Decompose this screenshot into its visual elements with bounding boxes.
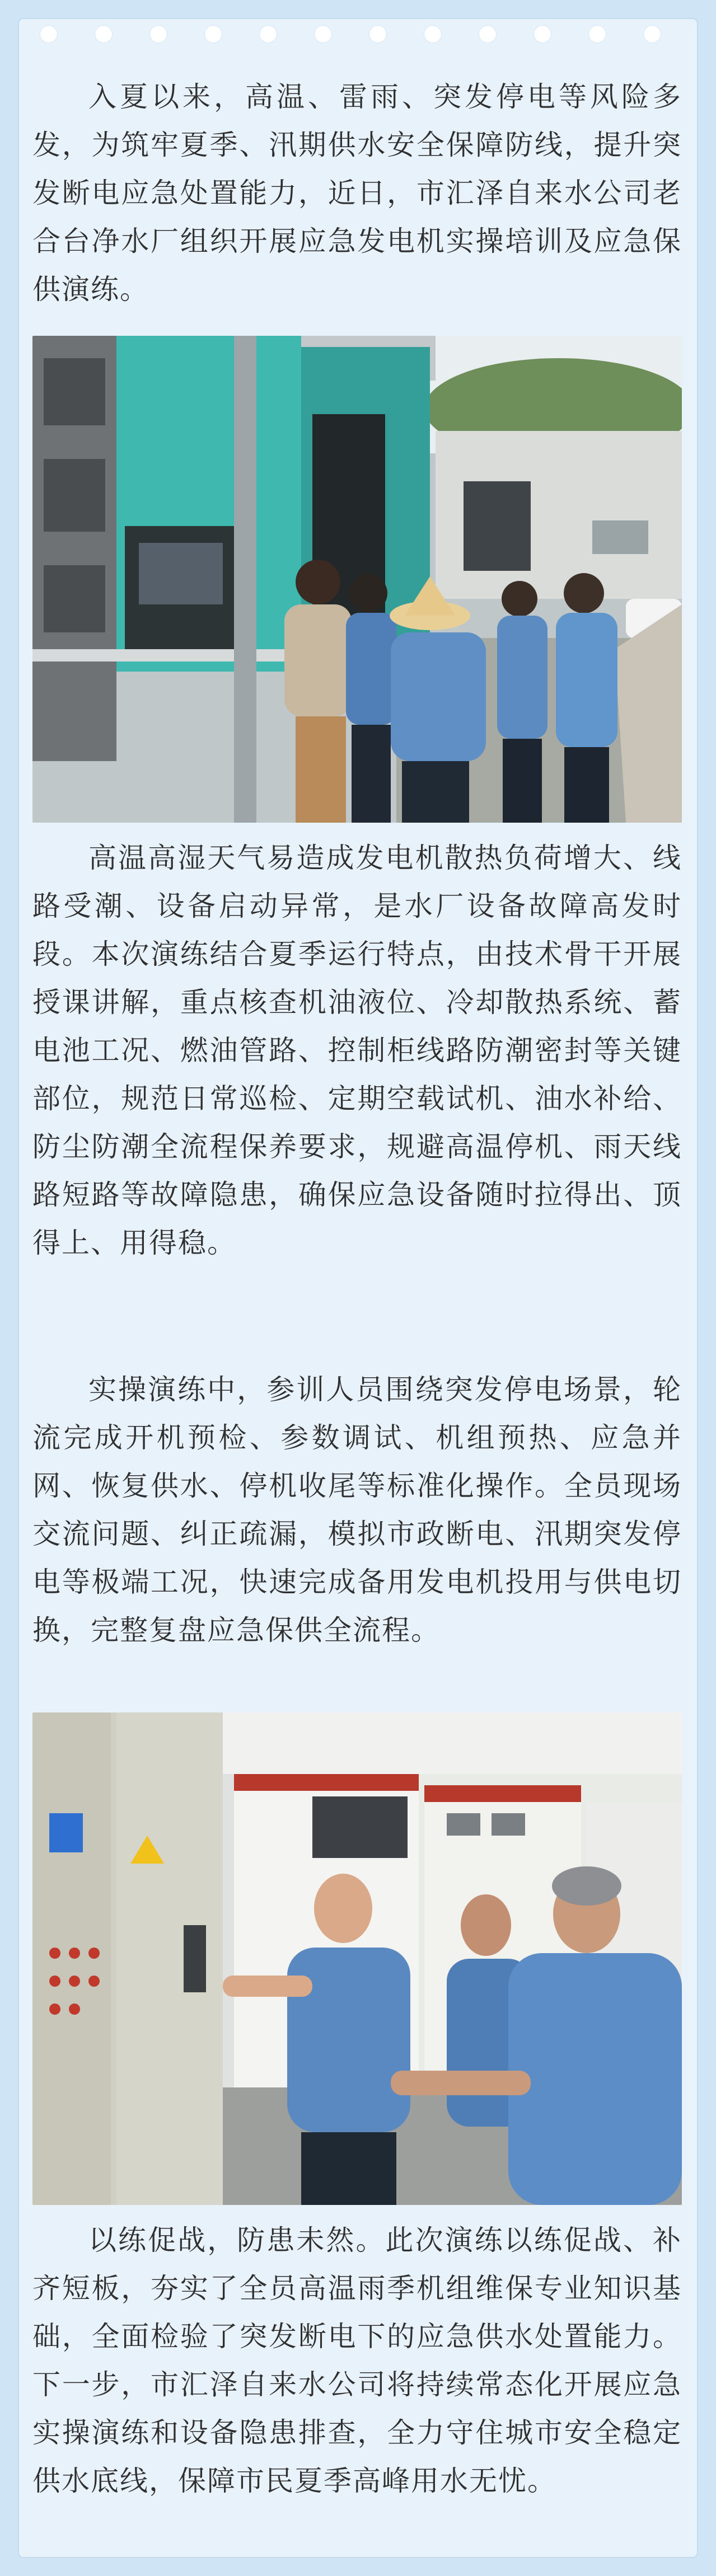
paragraph-practice: 实操演练中，参训人员围绕突发停电场景，轮流完成开机预检、参数调试、机组预热、应急并网、恢复供水、停机收尾等标准化操作。全员现场交流问题、纠正疏漏，模拟市政断电、汛期突发停电等极端工况，快速完成备用发电机投用与供电切换，完整复盘应急保供全流程。 xyxy=(32,1373,682,1646)
decorative-dot xyxy=(644,26,661,43)
decorative-dot xyxy=(589,26,606,43)
paragraph-intro: 入夏以来，高温、雷雨、突发停电等风险多发，为筑牢夏季、汛期供水安全保障防线，提升突发断电应急处置能力，近日，市汇泽自来水公司老合台净水厂组织开展应急发电机实操培训及应急保供演练。 xyxy=(32,81,682,306)
photo-switchgear-room xyxy=(32,1712,682,2205)
photo-generator-drill xyxy=(32,336,682,823)
generator-drill-image xyxy=(32,336,682,823)
decorative-dot xyxy=(40,26,57,43)
decorative-dot-row xyxy=(18,26,698,48)
decorative-dot xyxy=(205,26,222,43)
switchgear-room-image xyxy=(32,1712,682,2205)
decorative-dot xyxy=(260,26,277,43)
paragraph-training: 高温高湿天气易造成发电机散热负荷增大、线路受潮、设备启动异常，是水厂设备故障高发时段。本次演练结合夏季运行特点，由技术骨干开展授课讲解，重点核查机油液位、冷却散热系统、蓄电池工况、燃油管路、控制柜线路防潮密封等关键部位，规范日常巡检、定期空载试机、油水补给、防尘防潮全流程保养要求，规避高温停机、雨天线路短路等故障隐患，确保应急设备随时拉得出、顶得上、用得稳。 xyxy=(32,842,682,1259)
decorative-dot xyxy=(315,26,331,43)
decorative-dot xyxy=(424,26,441,43)
paragraph-conclusion: 以练促战，防患未然。此次演练以练促战、补齐短板，夯实了全员高温雨季机组维保专业知识基础，全面检验了突发断电下的应急供水处置能力。下一步，市汇泽自来水公司将持续常态化开展应急实操演练和设备隐患排查，全力守住城市安全稳定供水底线，保障市民夏季高峰用水无忧。 xyxy=(32,2224,682,2497)
decorative-dot xyxy=(534,26,551,43)
decorative-dot xyxy=(95,26,112,43)
decorative-dot xyxy=(150,26,167,43)
decorative-dot xyxy=(479,26,496,43)
decorative-dot xyxy=(369,26,386,43)
